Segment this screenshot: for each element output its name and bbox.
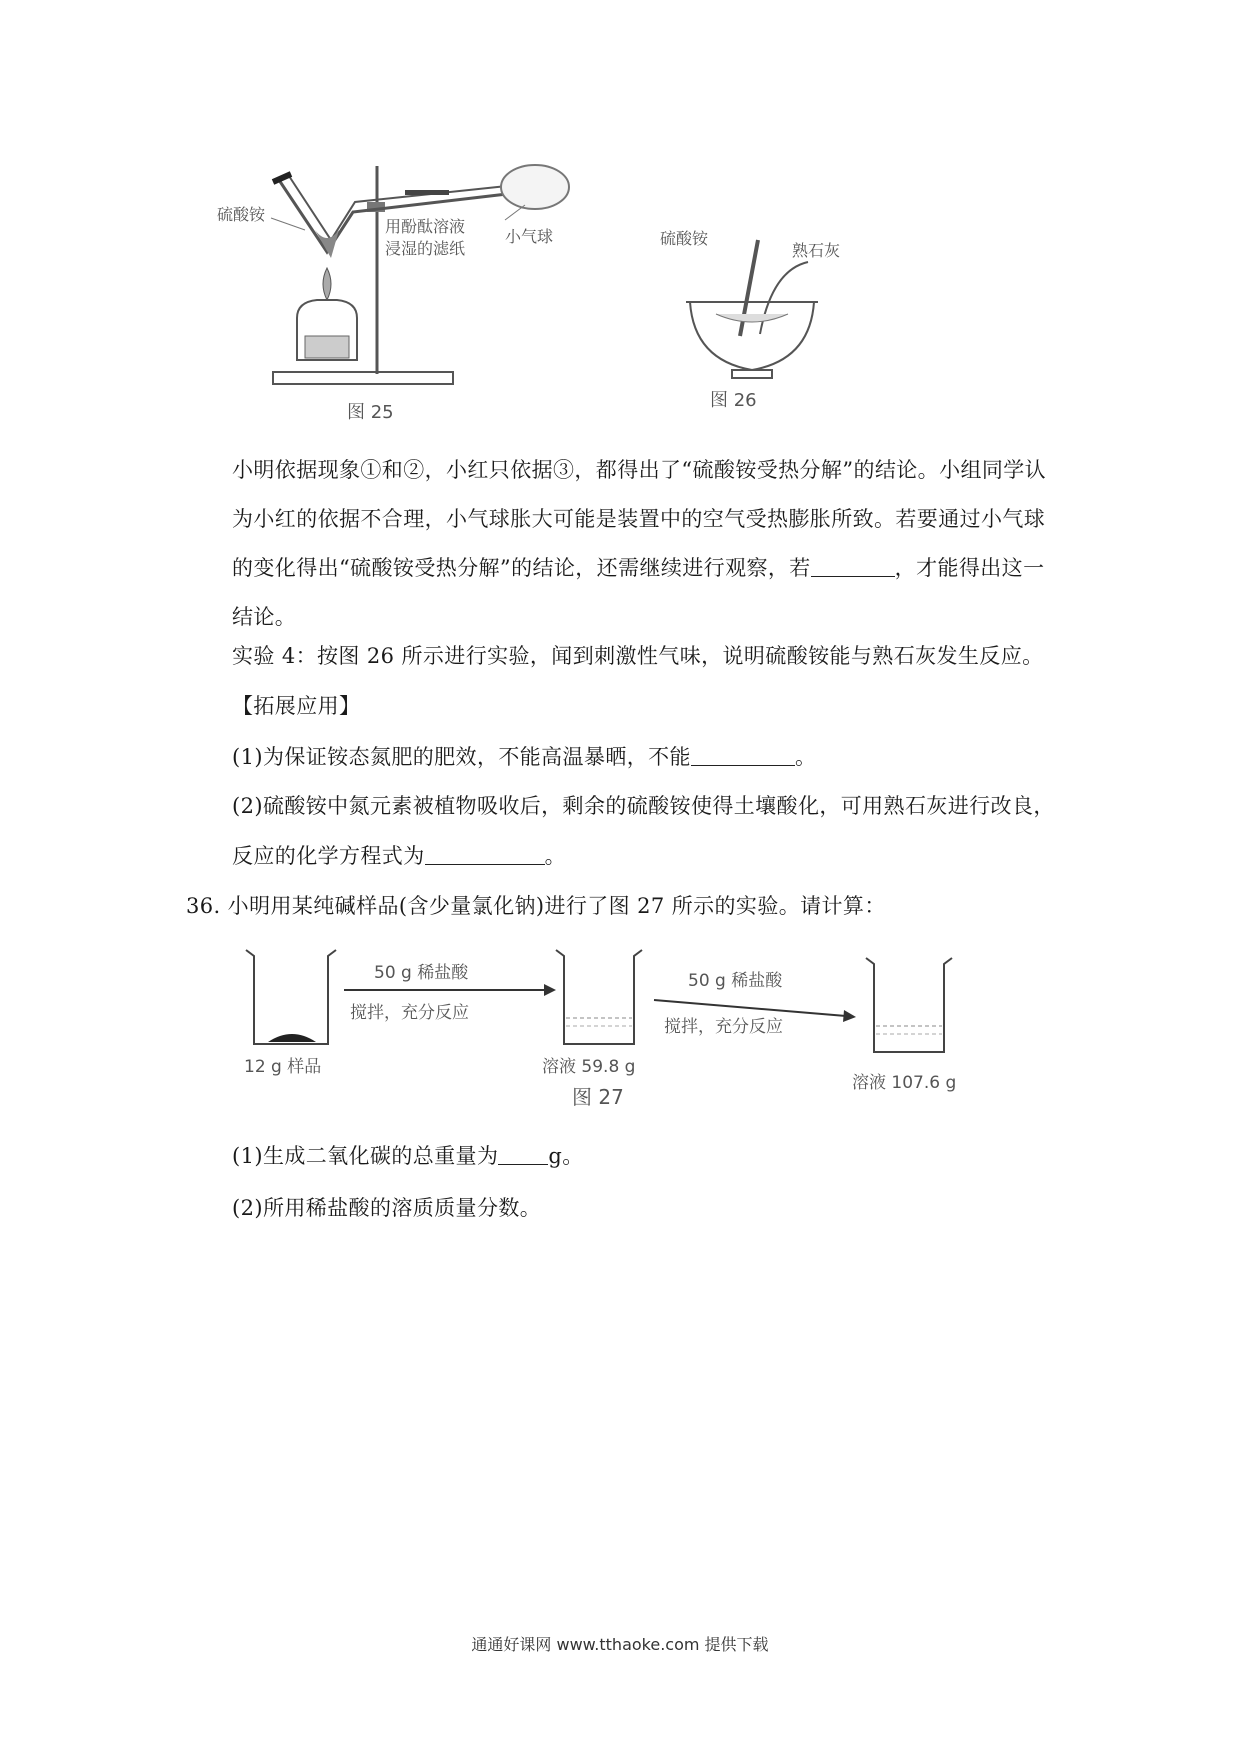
answer-blank-observation[interactable] — [811, 556, 895, 577]
fig26-label-slaked-lime: 熟石灰 — [792, 241, 841, 260]
paragraph-conclusion-end: ，才能得出这一结论。 — [232, 556, 1045, 629]
question-36-part2: (2)所用稀盐酸的溶质质量分数。 — [232, 1196, 542, 1220]
figure-26 — [660, 210, 900, 430]
question-36-part1-text: (1)生成二氧化碳的总重量为 — [232, 1144, 499, 1168]
fig25-label-balloon: 小气球 — [505, 227, 554, 246]
fig26-caption: 图 26 — [710, 390, 757, 411]
fig27-beaker1-label: 12 g 样品 — [244, 1057, 322, 1077]
answer-blank-co2[interactable] — [498, 1144, 548, 1165]
application-2-end: 。 — [544, 844, 567, 868]
fig27-arrow2-condition: 搅拌，充分反应 — [664, 1017, 783, 1037]
answer-blank-app1[interactable] — [691, 745, 795, 766]
application-1-end: 。 — [794, 745, 817, 769]
application-2-text: 反应的化学方程式为 — [232, 844, 425, 868]
experiment-4: 实验 4：按图 26 所示进行实验，闻到刺激性气味，说明硫酸铵能与熟石灰发生反应。 — [232, 644, 1044, 668]
fig27-arrow1-condition: 搅拌，充分反应 — [350, 1003, 469, 1023]
fig27-arrow2-reagent: 50 g 稀盐酸 — [688, 971, 783, 991]
section-heading-extension: 【拓展应用】 — [232, 694, 361, 718]
answer-blank-equation[interactable] — [425, 844, 545, 865]
fig27-caption: 图 27 — [572, 1085, 624, 1109]
page-footer: 通通好课网 www.tthaoke.com 提供下载 — [471, 1635, 769, 1654]
fig27-beaker2-label: 溶液 59.8 g — [542, 1057, 636, 1077]
fig25-caption: 图 25 — [347, 402, 394, 423]
paragraph-conclusion-text: 小明依据现象①和②，小红只依据③，都得出了“硫酸铵受热分解”的结论。小组同学认为小红的依据不合理，小气球胀大可能是装置中的空气受热膨胀所致。若要通过小气球的变化得出“硫酸铵受热分解”的结论，还需继续进行观察，若 — [232, 458, 1047, 580]
fig27-arrow1-reagent: 50 g 稀盐酸 — [374, 963, 469, 983]
application-1-text: (1)为保证铵态氮肥的肥效，不能高温暴晒，不能 — [232, 745, 691, 769]
figure-25 — [217, 150, 655, 430]
application-1 — [232, 741, 816, 771]
application-2-line1: (2)硫酸铵中氮元素被植物吸收后，剩余的硫酸铵使得土壤酸化，可用熟石灰进行改良， — [232, 794, 1055, 818]
fig26-label-ammonium-sulfate: 硫酸铵 — [660, 229, 709, 248]
fig25-label-paper-line2: 浸湿的滤纸 — [385, 239, 466, 258]
application-2-line2 — [232, 840, 566, 870]
fig25-label-paper-line1: 用酚酞溶液 — [385, 217, 466, 236]
fig27-beaker3-label: 溶液 107.6 g — [852, 1073, 957, 1093]
fig25-label-ammonium-sulfate: 硫酸铵 — [217, 205, 266, 224]
question-36: 36. 小明用某纯碱样品(含少量氯化钠)进行了图 27 所示的实验。请计算： — [186, 894, 886, 918]
question-36-part1-end: g。 — [548, 1144, 584, 1168]
figure-27 — [240, 942, 1000, 1112]
paragraph-conclusion — [232, 446, 1060, 642]
question-36-part1 — [232, 1140, 584, 1170]
